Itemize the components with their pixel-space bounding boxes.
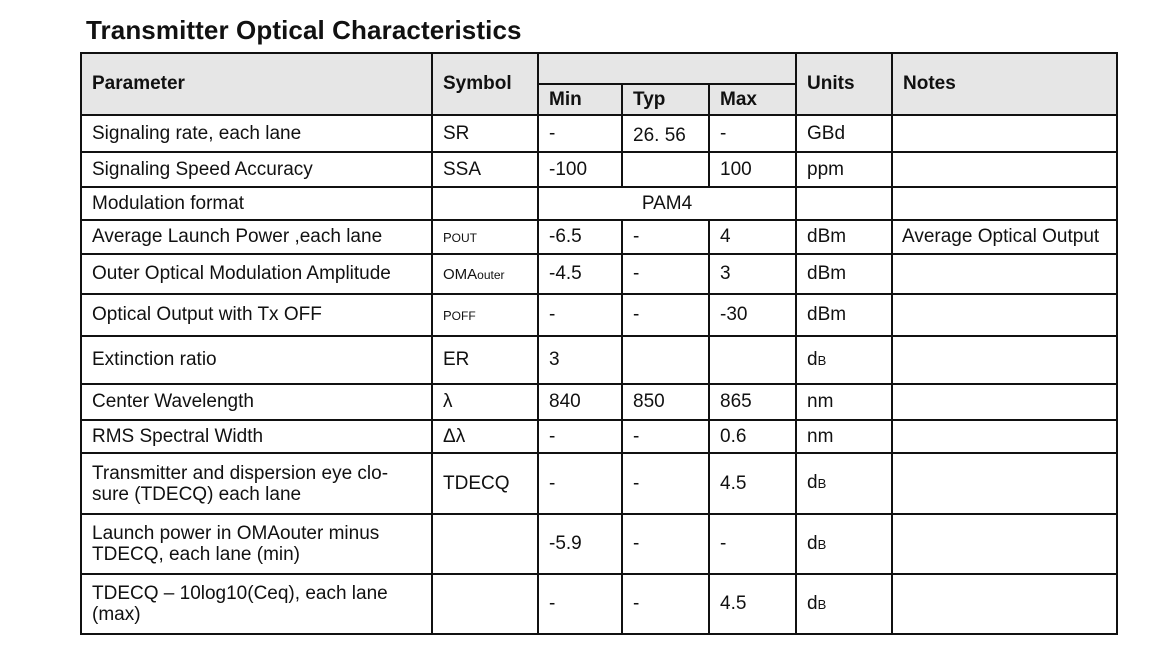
cell-notes — [892, 254, 1117, 294]
cell-min: -4.5 — [538, 254, 622, 294]
symbol-main: OMA — [443, 265, 478, 283]
table-row — [81, 574, 1117, 634]
cell-min: - — [538, 420, 622, 453]
cell-notes — [892, 152, 1117, 187]
spec-table — [80, 52, 1118, 635]
cell-max: 4.5 — [709, 453, 796, 514]
cell-typ: - — [622, 294, 709, 336]
table-row — [81, 115, 1117, 152]
cell-max: 4.5 — [709, 574, 796, 634]
cell-notes — [892, 574, 1117, 634]
cell-symbol: Δλ — [432, 420, 538, 453]
cell-min: -6.5 — [538, 220, 622, 254]
cell-typ — [622, 336, 709, 384]
cell-units — [796, 187, 892, 220]
cell-symbol — [432, 574, 538, 634]
cell-parameter: Average Launch Power ,each lane — [81, 220, 432, 254]
table-row — [81, 336, 1117, 384]
cell-parameter: Modulation format — [81, 187, 432, 220]
table-row — [81, 514, 1117, 574]
cell-typ: - — [622, 220, 709, 254]
cell-parameter: Center Wavelength — [81, 384, 432, 420]
table-row — [81, 254, 1117, 294]
cell-parameter: Launch power in OMAouter minus TDECQ, each lane (min) — [81, 514, 432, 574]
header-symbol: Symbol — [432, 53, 538, 115]
cell-max: 865 — [709, 384, 796, 420]
cell-max: 4 — [709, 220, 796, 254]
table-row — [81, 152, 1117, 187]
symbol-subscript: OFF — [451, 308, 476, 323]
cell-notes — [892, 384, 1117, 420]
header-max: Max — [709, 84, 796, 115]
cell-notes — [892, 453, 1117, 514]
unit-main: d — [807, 532, 818, 554]
symbol-subscript: outer — [477, 267, 505, 282]
cell-typ: 850 — [622, 384, 709, 420]
cell-min: - — [538, 294, 622, 336]
cell-typ: - — [622, 514, 709, 574]
header-notes: Notes — [892, 53, 1117, 115]
cell-units: nm — [796, 384, 892, 420]
table-row — [81, 294, 1117, 336]
unit-main: d — [807, 348, 818, 370]
cell-symbol: ER — [432, 336, 538, 384]
unit-small: B — [817, 536, 827, 552]
cell-symbol: SR — [432, 115, 538, 152]
cell-symbol — [432, 187, 538, 220]
cell-min: 3 — [538, 336, 622, 384]
cell-symbol: SSA — [432, 152, 538, 187]
cell-symbol — [432, 220, 538, 254]
cell-notes — [892, 115, 1117, 152]
symbol-subscript: OUT — [451, 230, 478, 245]
cell-units: ppm — [796, 152, 892, 187]
cell-units — [796, 514, 892, 574]
cell-min: - — [538, 115, 622, 152]
cell-symbol: λ — [432, 384, 538, 420]
header-typ: Typ — [622, 84, 709, 115]
symbol-main: P — [443, 307, 452, 323]
cell-min: - — [538, 453, 622, 514]
header-row-top — [81, 53, 1117, 84]
cell-parameter: Signaling rate, each lane — [81, 115, 432, 152]
cell-typ — [622, 152, 709, 187]
cell-units: dBm — [796, 254, 892, 294]
cell-typ — [622, 115, 709, 152]
cell-typ: - — [622, 574, 709, 634]
header-values-group — [538, 53, 796, 84]
cell-notes: Average Optical Output — [892, 220, 1117, 254]
table-row — [81, 220, 1117, 254]
cell-units: dBm — [796, 294, 892, 336]
cell-max: - — [709, 514, 796, 574]
cell-max: 3 — [709, 254, 796, 294]
cell-typ: - — [622, 254, 709, 294]
cell-parameter: RMS Spectral Width — [81, 420, 432, 453]
cell-min: -5.9 — [538, 514, 622, 574]
cell-parameter: Optical Output with Tx OFF — [81, 294, 432, 336]
cell-min: - — [538, 574, 622, 634]
cell-typ: - — [622, 420, 709, 453]
cell-units: nm — [796, 420, 892, 453]
page-title: Transmitter Optical Characteristics — [86, 15, 522, 45]
cell-notes — [892, 420, 1117, 453]
symbol-main: P — [443, 229, 452, 245]
unit-main: d — [807, 472, 818, 493]
unit-small: B — [817, 476, 827, 491]
unit-small: B — [817, 352, 827, 368]
cell-symbol — [432, 294, 538, 336]
table-row — [81, 420, 1117, 453]
cell-notes — [892, 514, 1117, 574]
cell-parameter: Signaling Speed Accuracy — [81, 152, 432, 187]
cell-parameter: Transmitter and dispersion eye clo-sure (TDECQ) each lane — [81, 453, 432, 514]
cell-units — [796, 453, 892, 514]
header-parameter: Parameter — [81, 53, 432, 115]
cell-notes — [892, 187, 1117, 220]
header-min: Min — [538, 84, 622, 115]
cell-symbol — [432, 514, 538, 574]
cell-parameter: TDECQ – 10log10(Ceq), each lane (max) — [81, 574, 432, 634]
cell-units — [796, 336, 892, 384]
cell-max: -30 — [709, 294, 796, 336]
cell-typ: - — [622, 453, 709, 514]
typ-value: 26. 56 — [633, 124, 686, 146]
cell-parameter: Outer Optical Modulation Amplitude — [81, 254, 432, 294]
table-row — [81, 453, 1117, 514]
cell-min: 840 — [538, 384, 622, 420]
cell-max: - — [709, 115, 796, 152]
table-row — [81, 384, 1117, 420]
cell-symbol: TDECQ — [432, 453, 538, 514]
cell-symbol — [432, 254, 538, 294]
cell-units: GBd — [796, 115, 892, 152]
header-units: Units — [796, 53, 892, 115]
cell-notes — [892, 294, 1117, 336]
unit-small: B — [817, 596, 827, 612]
unit-main: d — [807, 592, 818, 614]
cell-max: 0.6 — [709, 420, 796, 453]
cell-notes — [892, 336, 1117, 384]
table-row — [81, 187, 1117, 220]
cell-min: -100 — [538, 152, 622, 187]
cell-units — [796, 574, 892, 634]
cell-max: 100 — [709, 152, 796, 187]
cell-units: dBm — [796, 220, 892, 254]
cell-modulation-value: PAM4 — [538, 187, 796, 220]
cell-parameter: Extinction ratio — [81, 336, 432, 384]
cell-max — [709, 336, 796, 384]
